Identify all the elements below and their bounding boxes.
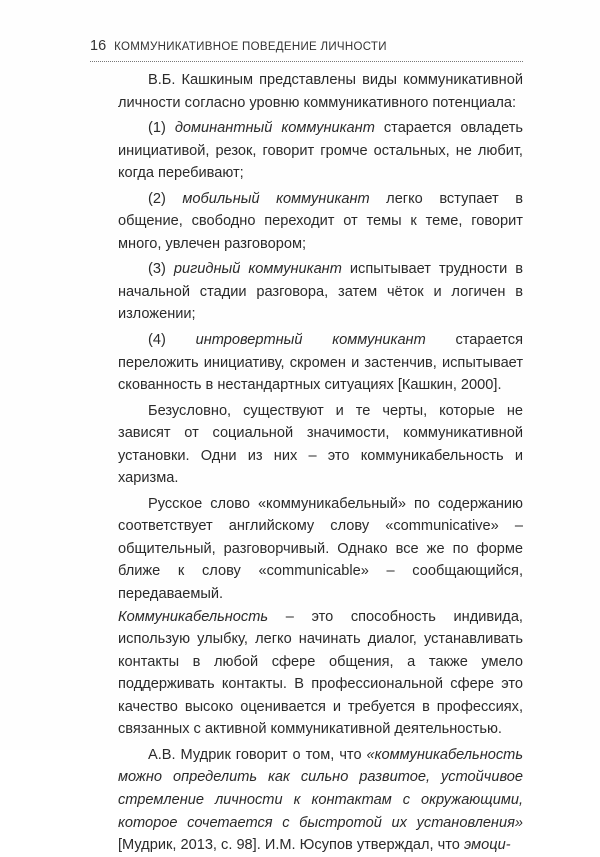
defined-term: Коммуникабельность [118, 608, 269, 625]
header-dotted-divider [90, 61, 523, 62]
list-item-rigid [118, 258, 523, 326]
paragraph-text: – это способность индивида, использую улыбку, легко начинать диалог, устанавливать контакты в любой сфере общения, а также умело поддерживать контакты. В профессиональной сфере это качество высоко оценивается и требуется в профессиях, связанных с активной коммуникативной деятельностью. [118, 608, 523, 738]
list-text: испытывает трудности в начальной стадии разговора, затем чёток и логичен в изложении; [118, 261, 523, 323]
page-header [90, 38, 530, 62]
list-term: мобильный коммуникант [182, 190, 370, 207]
list-number: (4) [148, 332, 196, 349]
list-number: (1) [148, 120, 175, 137]
paragraph-text: Безусловно, существуют и те черты, которые не зависят от социальной значимости, коммуникативной установки. Одни из них – это коммуникабельность и харизма. [118, 402, 523, 487]
body-text [118, 69, 523, 857]
list-term: ригидный коммуникант [173, 261, 342, 278]
list-term: интровертный коммуникант [195, 332, 426, 349]
list-item-introvert [118, 329, 523, 397]
citation: [Мудрик, 2013, с. 98]. И.М. Юсупов утверждал, что [118, 837, 464, 854]
paragraph-text: В.Б. Кашкиным представлены виды коммуникативной личности согласно уровню коммуникативного потенциала: [118, 72, 523, 111]
list-number: (2) [148, 190, 183, 207]
paragraph-mudrik [118, 744, 523, 857]
hyphenated-word-fragment: эмоци- [463, 837, 511, 854]
list-text: старается переложить инициативу, скромен и застенчив, испытывает скованность в нестандартных ситуациях [Кашкин, 2000]. [118, 332, 523, 394]
list-item-mobile [118, 188, 523, 256]
list-text: легко вступает в общение, свободно переходит от темы к теме, говорит много, увлечен разговором; [118, 190, 523, 252]
list-number: (3) [148, 261, 174, 278]
list-item-dominant [118, 117, 523, 185]
paragraph-intro [118, 69, 523, 114]
quotation: «коммуникабельность можно определить как сильно развитое, устойчивое стремление личности к контактам с окружающими, которое сочетается с быстротой их установления» [118, 746, 523, 831]
page-number: 16 [90, 38, 107, 54]
list-term: доминантный коммуникант [174, 120, 375, 137]
running-title: КОММУНИКАТИВНОЕ ПОВЕДЕНИЕ ЛИЧНОСТИ [114, 41, 387, 53]
paragraph-definition [118, 606, 523, 741]
paragraph-text: А.В. Мудрик говорит о том, что [148, 746, 367, 763]
paragraph-text: Русское слово «коммуникабельный» по содержанию соответствует английскому слову «communicative» – общительный, разговорчивый. Однако все же по форме ближе к слову «communicable» – сообщающийся, передаваемый. [118, 495, 523, 603]
paragraph-etymology [118, 493, 523, 606]
paragraph-traits [118, 400, 523, 490]
list-text: старается овладеть инициативой, резок, говорит громче остальных, не любит, когда перебивают; [118, 120, 524, 182]
